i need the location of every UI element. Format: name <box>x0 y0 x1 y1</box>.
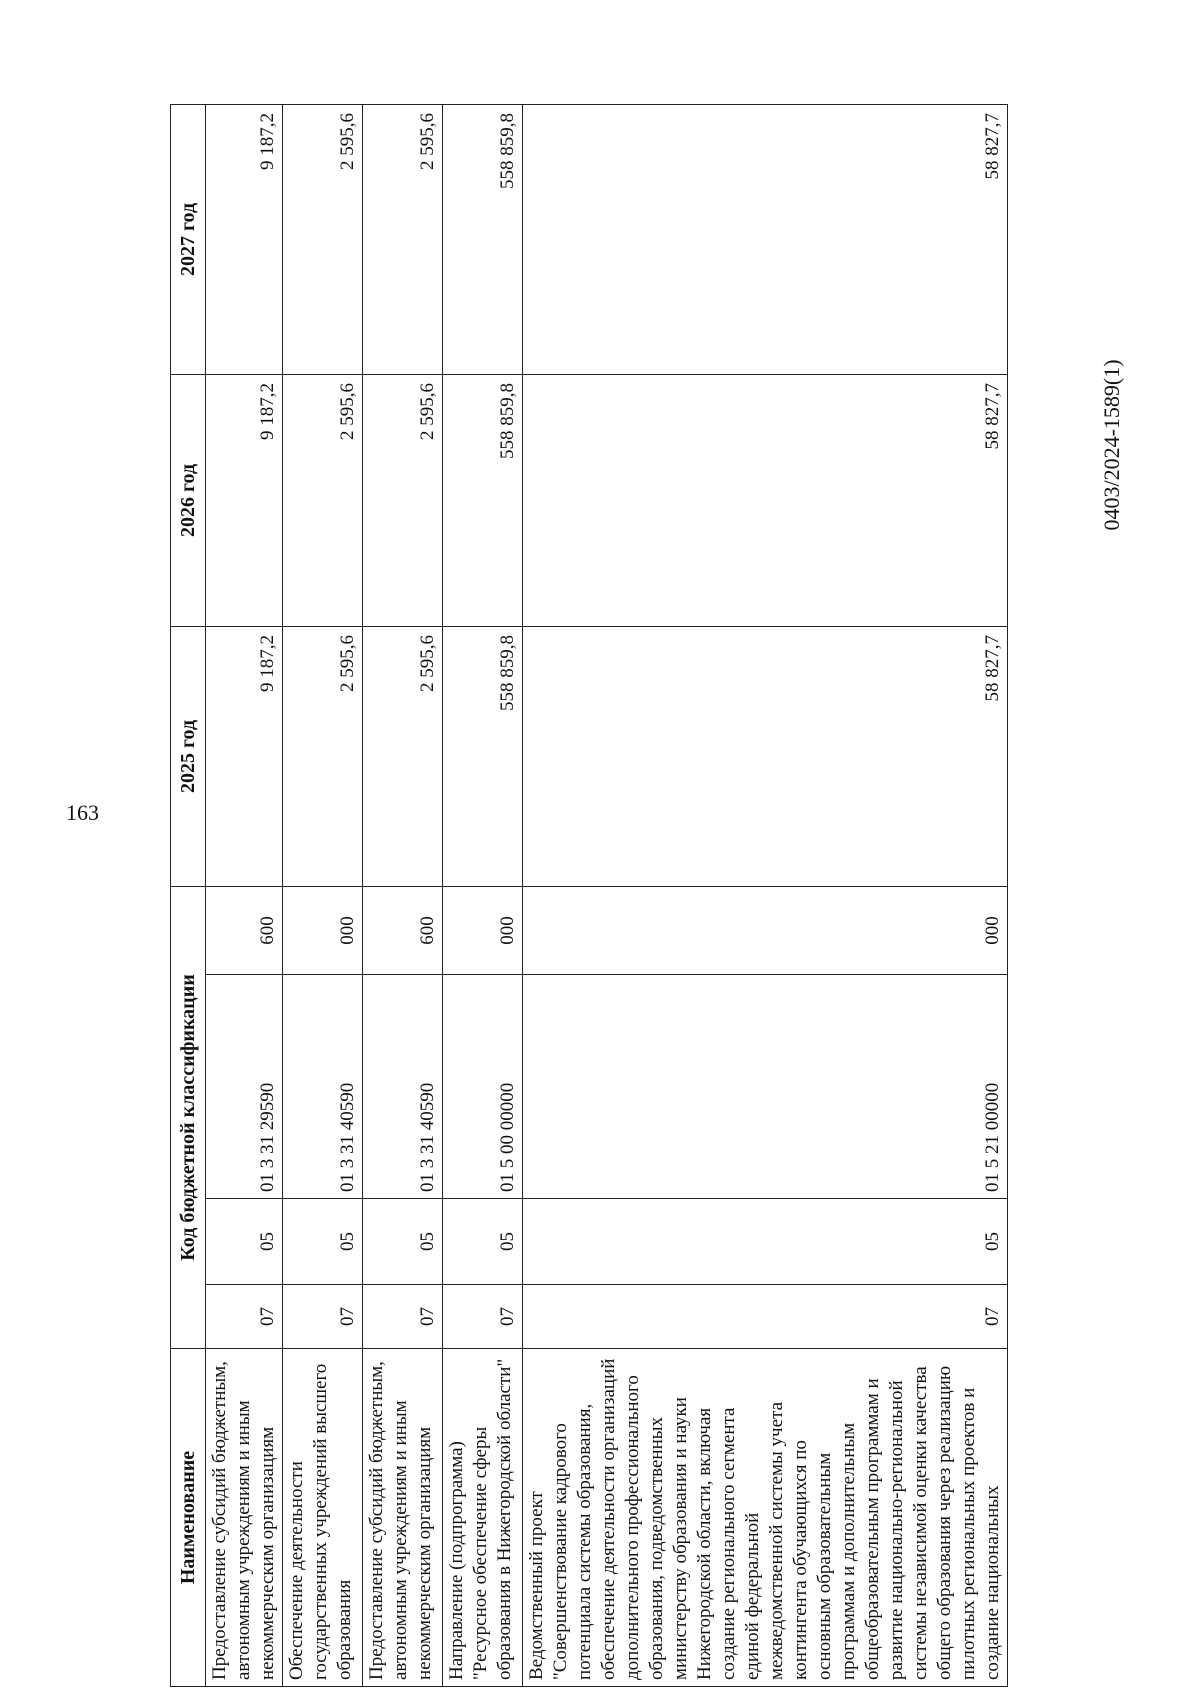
table-row <box>363 104 443 1686</box>
header-2025: 2025 год <box>171 626 206 886</box>
row-value-2025: 58 827,7 <box>523 626 1008 886</box>
row-code-target: 01 3 31 40590 <box>363 975 443 1199</box>
row-value-2026: 2 595,6 <box>363 374 443 626</box>
row-code-target: 01 3 31 29590 <box>206 975 283 1199</box>
row-code-type: 000 <box>443 886 523 974</box>
document-code <box>1092 235 1132 655</box>
row-code-section: 07 <box>206 1285 283 1349</box>
row-name: Предоставление субсидий бюджетным, автономным учреждениям и иным некоммерческим организациям <box>206 1349 283 1687</box>
row-code-target: 01 3 31 40590 <box>283 975 363 1199</box>
row-value-2027: 58 827,7 <box>523 104 1008 374</box>
row-name: Направление (подпрограмма) "Ресурсное обеспечение сферы образования в Нижегородской области" <box>443 1349 523 1687</box>
table-row <box>443 104 523 1686</box>
document-code-text: 0403/2024-1589(1) <box>1099 359 1124 531</box>
header-code-group: Код бюджетной классификации <box>171 886 206 1348</box>
row-value-2026: 58 827,7 <box>523 374 1008 626</box>
row-name: Предоставление субсидий бюджетным, автономным учреждениям и иным некоммерческим организациям <box>363 1349 443 1687</box>
row-value-2025: 2 595,6 <box>283 626 363 886</box>
table-row <box>523 104 1008 1686</box>
row-name: Ведомственный проект "Совершенствование кадрового потенциала системы образования, обеспечение деятельности организаций дополнительного профессионального образования, подведомственных министерству образования и науки Нижегородской области, включая создание регионального сегмента единой федеральной межведомственной системы учета контингента обучающихся по основным образовательным программам и дополнительным общеобразовательным программам и развитие национально-региональной системы независимой оценки качества общего образования через реализацию пилотных региональных проектов и создание национальных <box>523 1349 1008 1687</box>
row-code-subsection: 05 <box>443 1199 523 1285</box>
row-value-2027: 2 595,6 <box>283 104 363 374</box>
header-2026: 2026 год <box>171 374 206 626</box>
row-code-type: 000 <box>523 886 1008 974</box>
row-value-2026: 2 595,6 <box>283 374 363 626</box>
row-value-2026: 9 187,2 <box>206 374 283 626</box>
row-code-type: 000 <box>283 886 363 974</box>
row-code-subsection: 05 <box>283 1199 363 1285</box>
row-code-section: 07 <box>443 1285 523 1349</box>
row-code-subsection: 05 <box>206 1199 283 1285</box>
table-header-row <box>171 104 206 1686</box>
row-value-2027: 9 187,2 <box>206 104 283 374</box>
row-name: Обеспечение деятельности государственных учреждений высшего образования <box>283 1349 363 1687</box>
row-code-section: 07 <box>363 1285 443 1349</box>
row-value-2025: 2 595,6 <box>363 626 443 886</box>
budget-table <box>170 104 1008 1687</box>
header-2027: 2027 год <box>171 104 206 374</box>
row-value-2027: 558 859,8 <box>443 104 523 374</box>
page-number: 163 <box>66 800 99 825</box>
row-value-2026: 558 859,8 <box>443 374 523 626</box>
row-code-section: 07 <box>283 1285 363 1349</box>
row-value-2025: 558 859,8 <box>443 626 523 886</box>
budget-table-rotated <box>170 105 1072 1687</box>
row-value-2025: 9 187,2 <box>206 626 283 886</box>
row-value-2027: 2 595,6 <box>363 104 443 374</box>
table-row <box>206 104 283 1686</box>
row-code-target: 01 5 00 00000 <box>443 975 523 1199</box>
row-code-subsection: 05 <box>523 1199 1008 1285</box>
row-code-type: 600 <box>363 886 443 974</box>
row-code-subsection: 05 <box>363 1199 443 1285</box>
header-name: Наименование <box>171 1349 206 1687</box>
row-code-type: 600 <box>206 886 283 974</box>
row-code-section: 07 <box>523 1285 1008 1349</box>
table-row <box>283 104 363 1686</box>
row-code-target: 01 5 21 00000 <box>523 975 1008 1199</box>
